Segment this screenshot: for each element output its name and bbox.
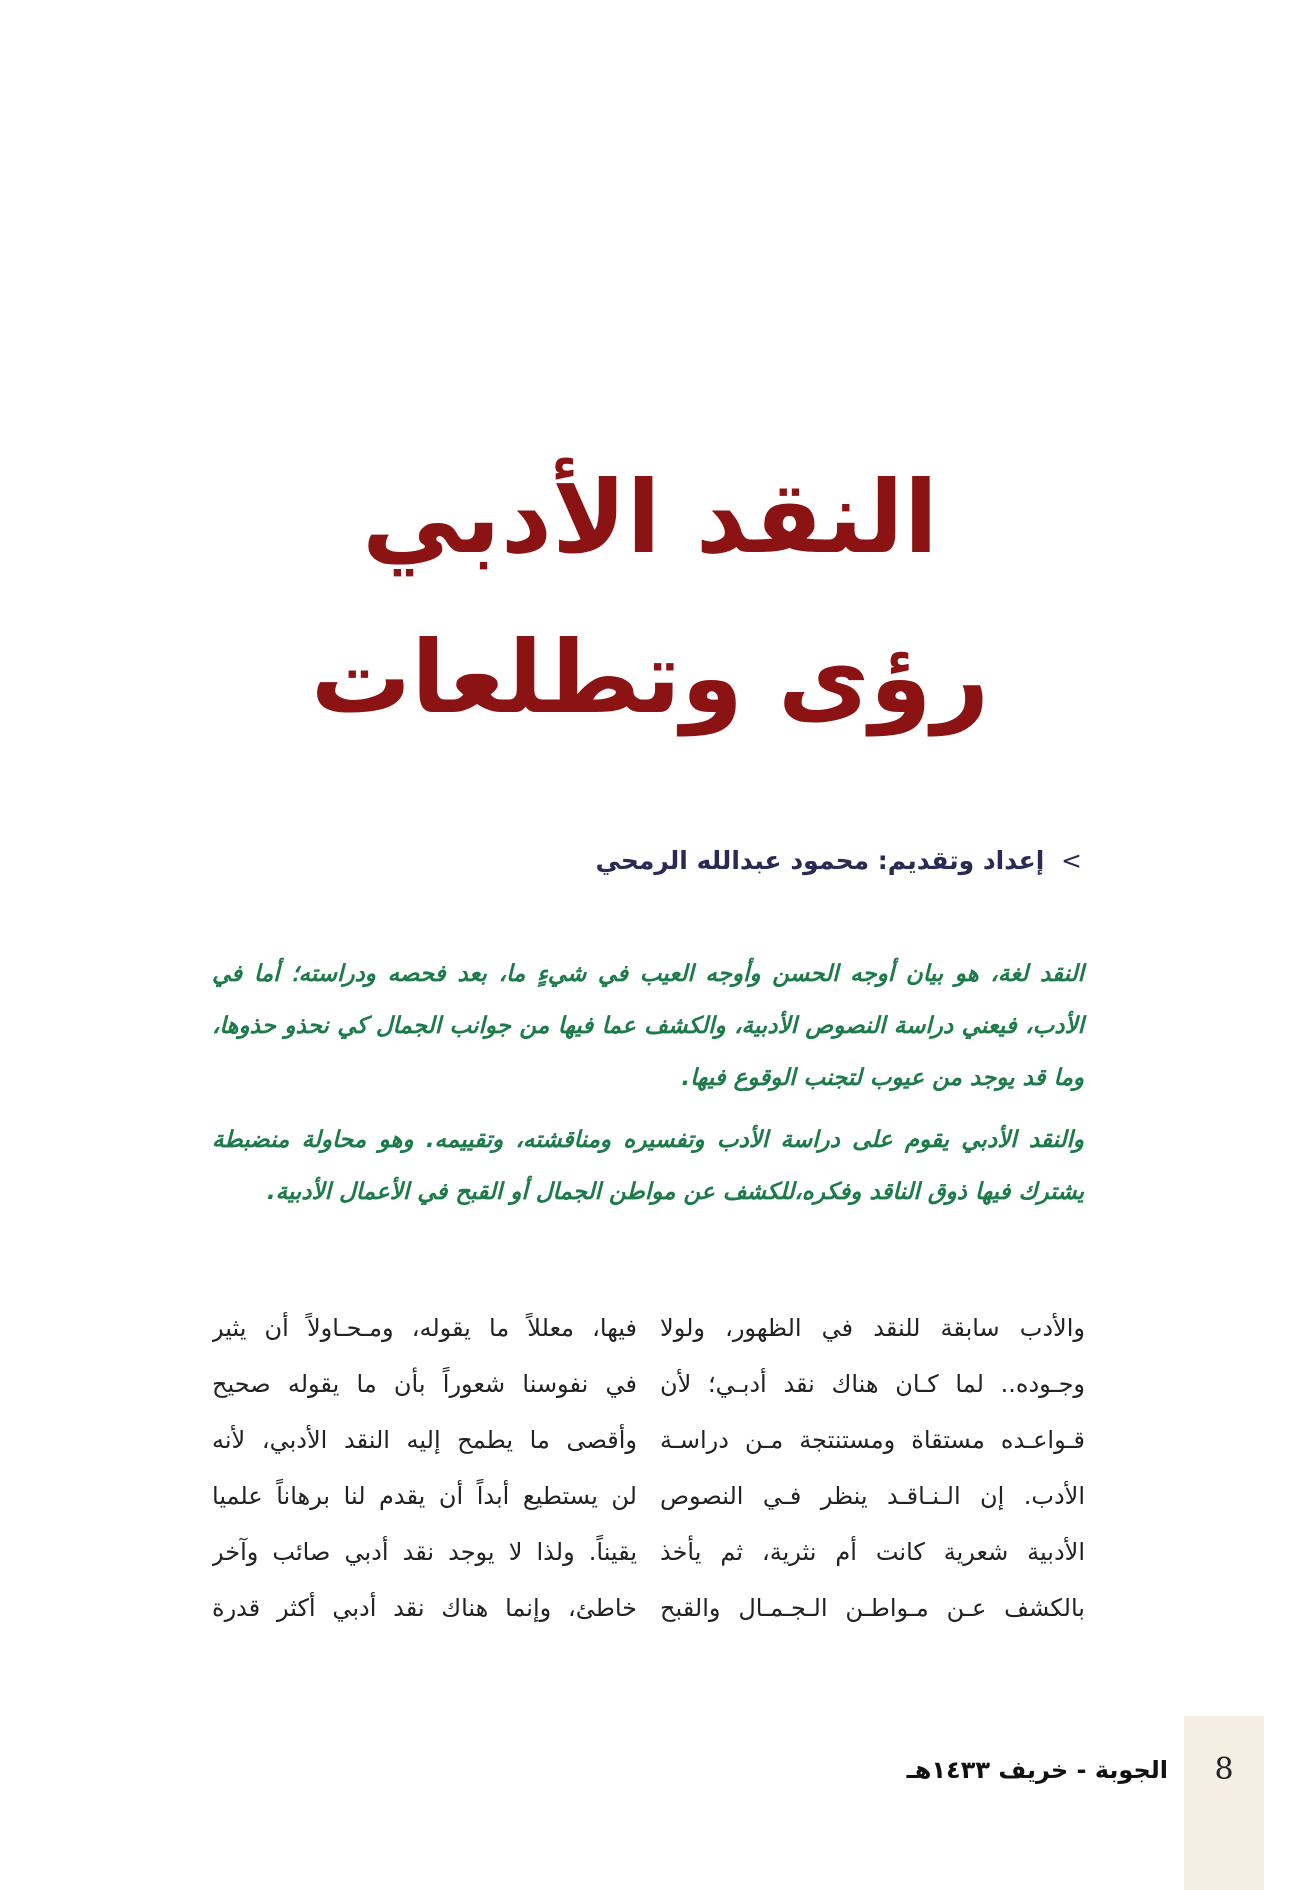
body-column-left	[212, 1300, 637, 1636]
body-line: الأدبية شعرية كانت أم نثرية، ثم يأخذ	[660, 1538, 1085, 1566]
byline	[596, 846, 1082, 875]
body-line: وجـوده.. لما كـان هناك نقد أدبـي؛ لأن	[660, 1370, 1085, 1398]
body-line: لن يستطيع أبداً أن يقدم لنا برهاناً علميا	[212, 1482, 637, 1510]
title-line-2: رؤى وتطلعات	[310, 619, 990, 736]
body-line: يقيناً. ولذا لا يوجد نقد أدبي صائب وآخر	[212, 1538, 637, 1566]
byline-marker: >	[1061, 846, 1082, 875]
body-line: بالكشف عـن مـواطـن الـجـمـال والقبح	[660, 1594, 1085, 1622]
body-line: والأدب سابقة للنقد في الظهور، ولولا	[660, 1314, 1085, 1342]
body-line: فيها، معللاً ما يقوله، ومـحـاولاً أن يثير	[212, 1314, 637, 1342]
body-line: وأقصى ما يطمح إليه النقد الأدبي، لأنه	[212, 1426, 637, 1454]
publication-footer: الجوبة - خريف ١٤٣٣هـ	[906, 1756, 1168, 1784]
body-line: الأدب. إن الـنـاقـد ينظر فـي النصوص	[660, 1482, 1085, 1510]
page-number: 8	[1214, 1752, 1234, 1787]
page-number-tab	[1184, 1716, 1264, 1890]
body-line: خاطئ، وإنما هناك نقد أدبي أكثر قدرة	[212, 1594, 637, 1622]
body-column-right	[660, 1300, 1085, 1636]
intro-paragraph-1: النقد لغة، هو بيان أوجه الحسن وأوجه العيب في شيءٍ ما، بعد فحصه ودراسته؛ أما في الأدب، فيعني دراسة النصوص الأدبية، والكشف عما فيها من جوانب الجمال كي نحذو حذوها، وما قد يوجد من عيوب لتجنب الوقوع فيها.	[212, 961, 1084, 1091]
body-line: في نفوسنا شعوراً بأن ما يقوله صحيح	[212, 1370, 637, 1398]
title-line-1: النقد الأدبي	[362, 459, 938, 576]
intro-paragraph-2: والنقد الأدبي يقوم على دراسة الأدب وتفسيره ومناقشته، وتقييمه. وهو محاولة منضبطة يشترك فيها ذوق الناقد وفكره،للكشف عن مواطن الجمال أو القبح في الأعمال الأدبية.	[212, 1127, 1084, 1205]
byline-text: إعداد وتقديم: محمود عبدالله الرمحي	[595, 846, 1045, 875]
body-line: قـواعـده مستقاة ومستنتجة مـن دراسـة	[660, 1426, 1085, 1454]
